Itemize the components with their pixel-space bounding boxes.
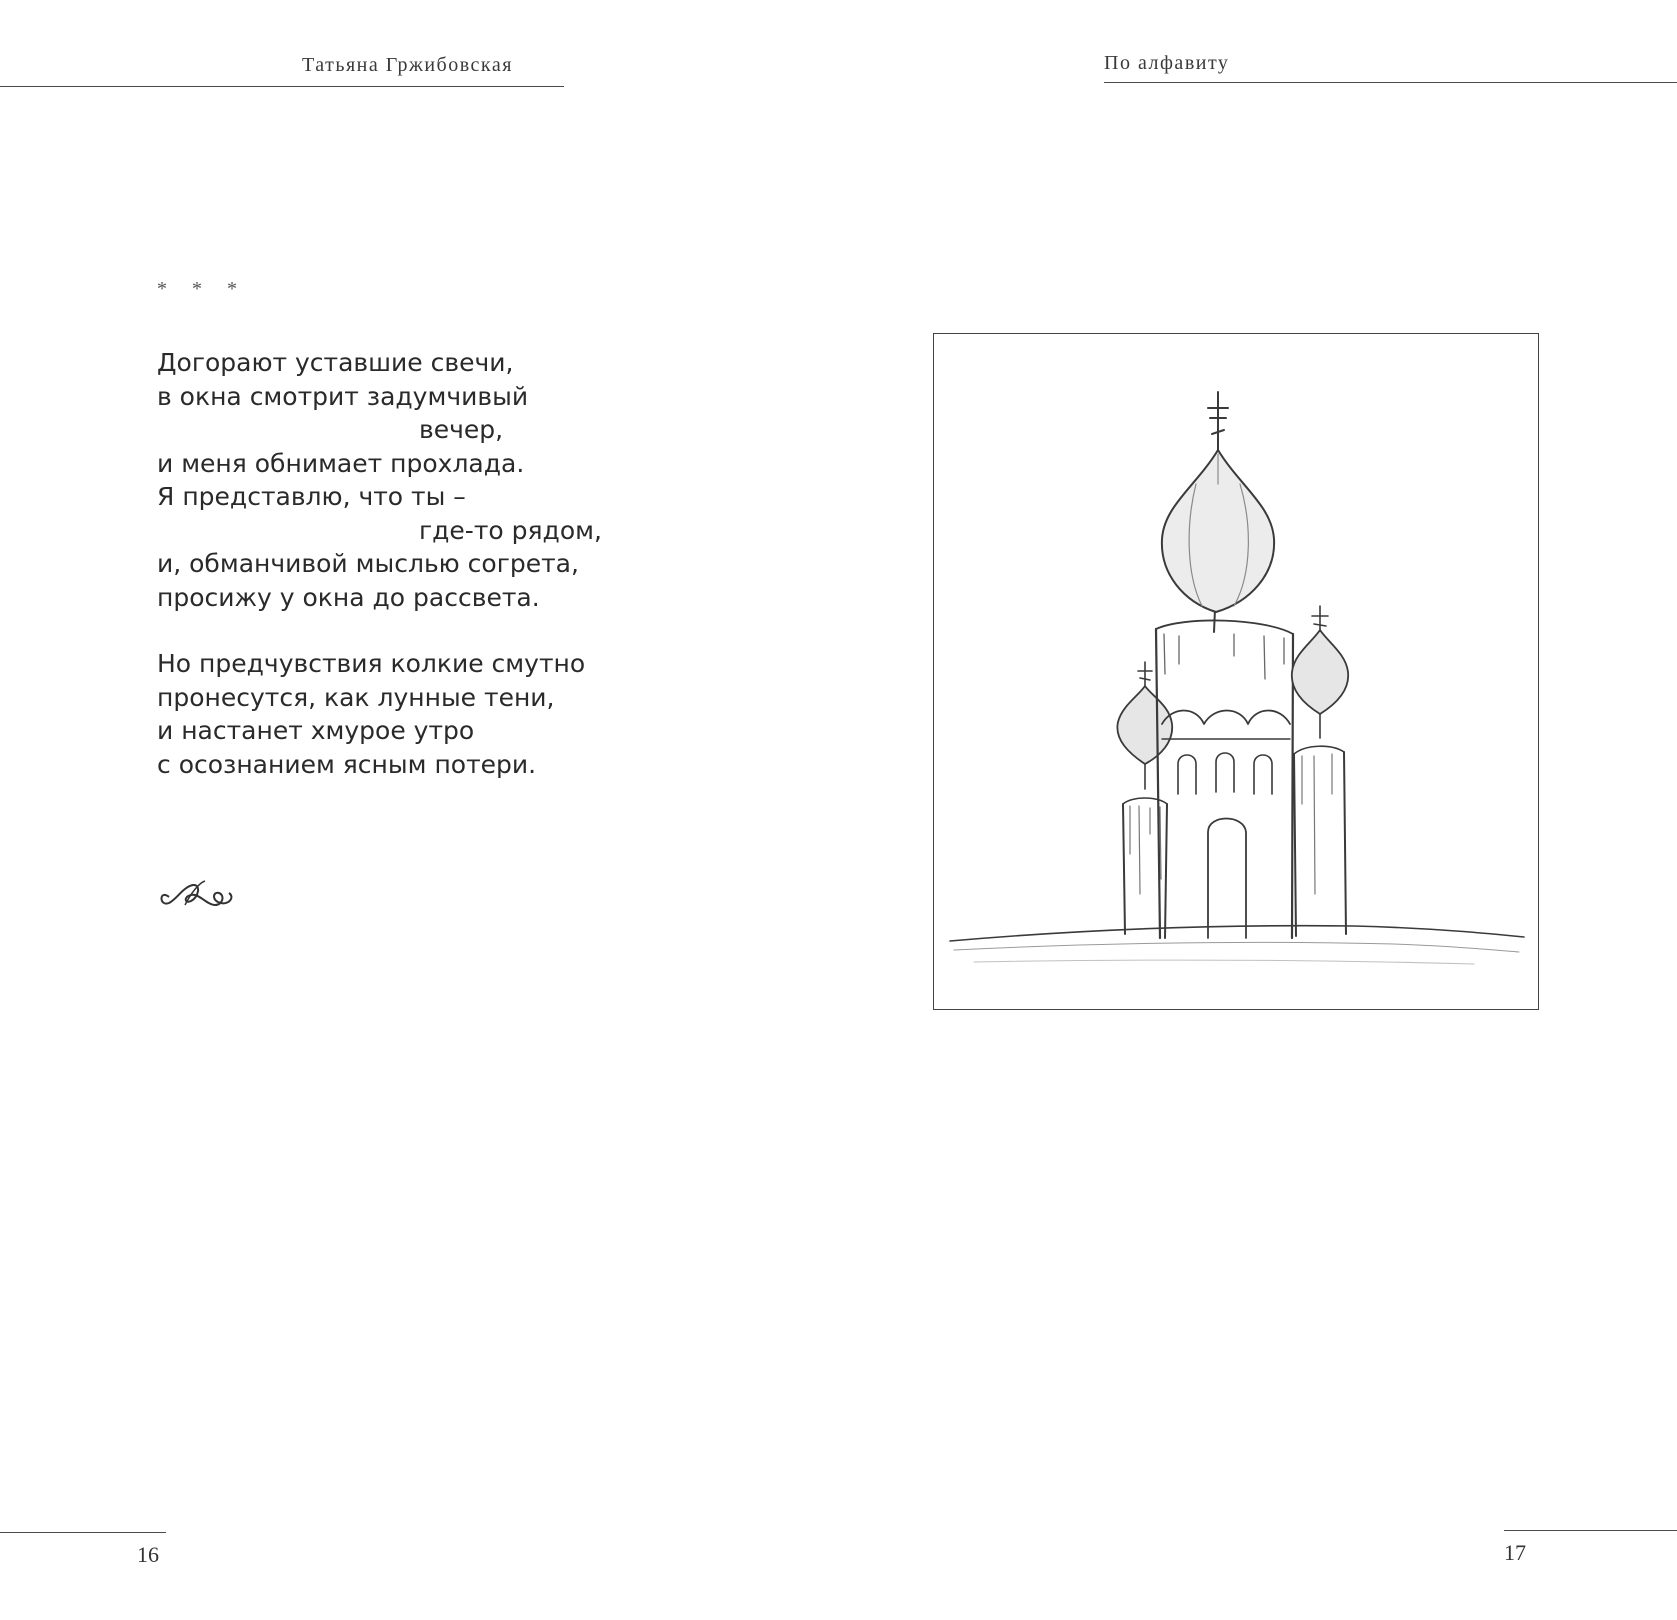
poem-line: пронесутся, как лунные тени, bbox=[157, 682, 555, 712]
poem-line: и меня обнимает прохлада. bbox=[157, 448, 525, 478]
poem-line: где-то рядом, bbox=[419, 515, 602, 545]
poem-line: и, обманчивой мыслью согрета, bbox=[157, 549, 579, 578]
poem-line: и настанет хмурое утро bbox=[157, 716, 475, 745]
poem-line: в окна смотрит задумчивый bbox=[157, 381, 529, 411]
poem bbox=[157, 346, 617, 781]
footer-rule bbox=[1504, 1530, 1677, 1531]
stanza-break bbox=[157, 614, 617, 647]
poem-line: Но предчувствия колкие смутно bbox=[157, 649, 586, 678]
page-number: 16 bbox=[137, 1542, 159, 1567]
calligraphic-flourish-icon bbox=[155, 875, 245, 920]
poem-line: просижу у окна до рассвета. bbox=[157, 582, 540, 612]
running-head-title: По алфавиту bbox=[1104, 52, 1230, 74]
poem-line: Догорают уставшие свечи, bbox=[157, 348, 514, 377]
running-head-author: Татьяна Гржибовская bbox=[302, 54, 513, 76]
candle-church-sketch-icon bbox=[934, 334, 1540, 1011]
footer-rule bbox=[0, 1532, 166, 1533]
left-page bbox=[0, 0, 838, 1620]
section-ornament: * * * bbox=[157, 278, 247, 300]
header-rule bbox=[1104, 82, 1677, 83]
header-rule bbox=[0, 86, 564, 87]
illustration-frame bbox=[933, 333, 1539, 1010]
page-number: 17 bbox=[1504, 1540, 1526, 1565]
poem-line: с осознанием ясным потери. bbox=[157, 749, 537, 779]
poem-line: вечер, bbox=[419, 415, 504, 444]
poem-line: Я представлю, что ты – bbox=[157, 482, 466, 511]
